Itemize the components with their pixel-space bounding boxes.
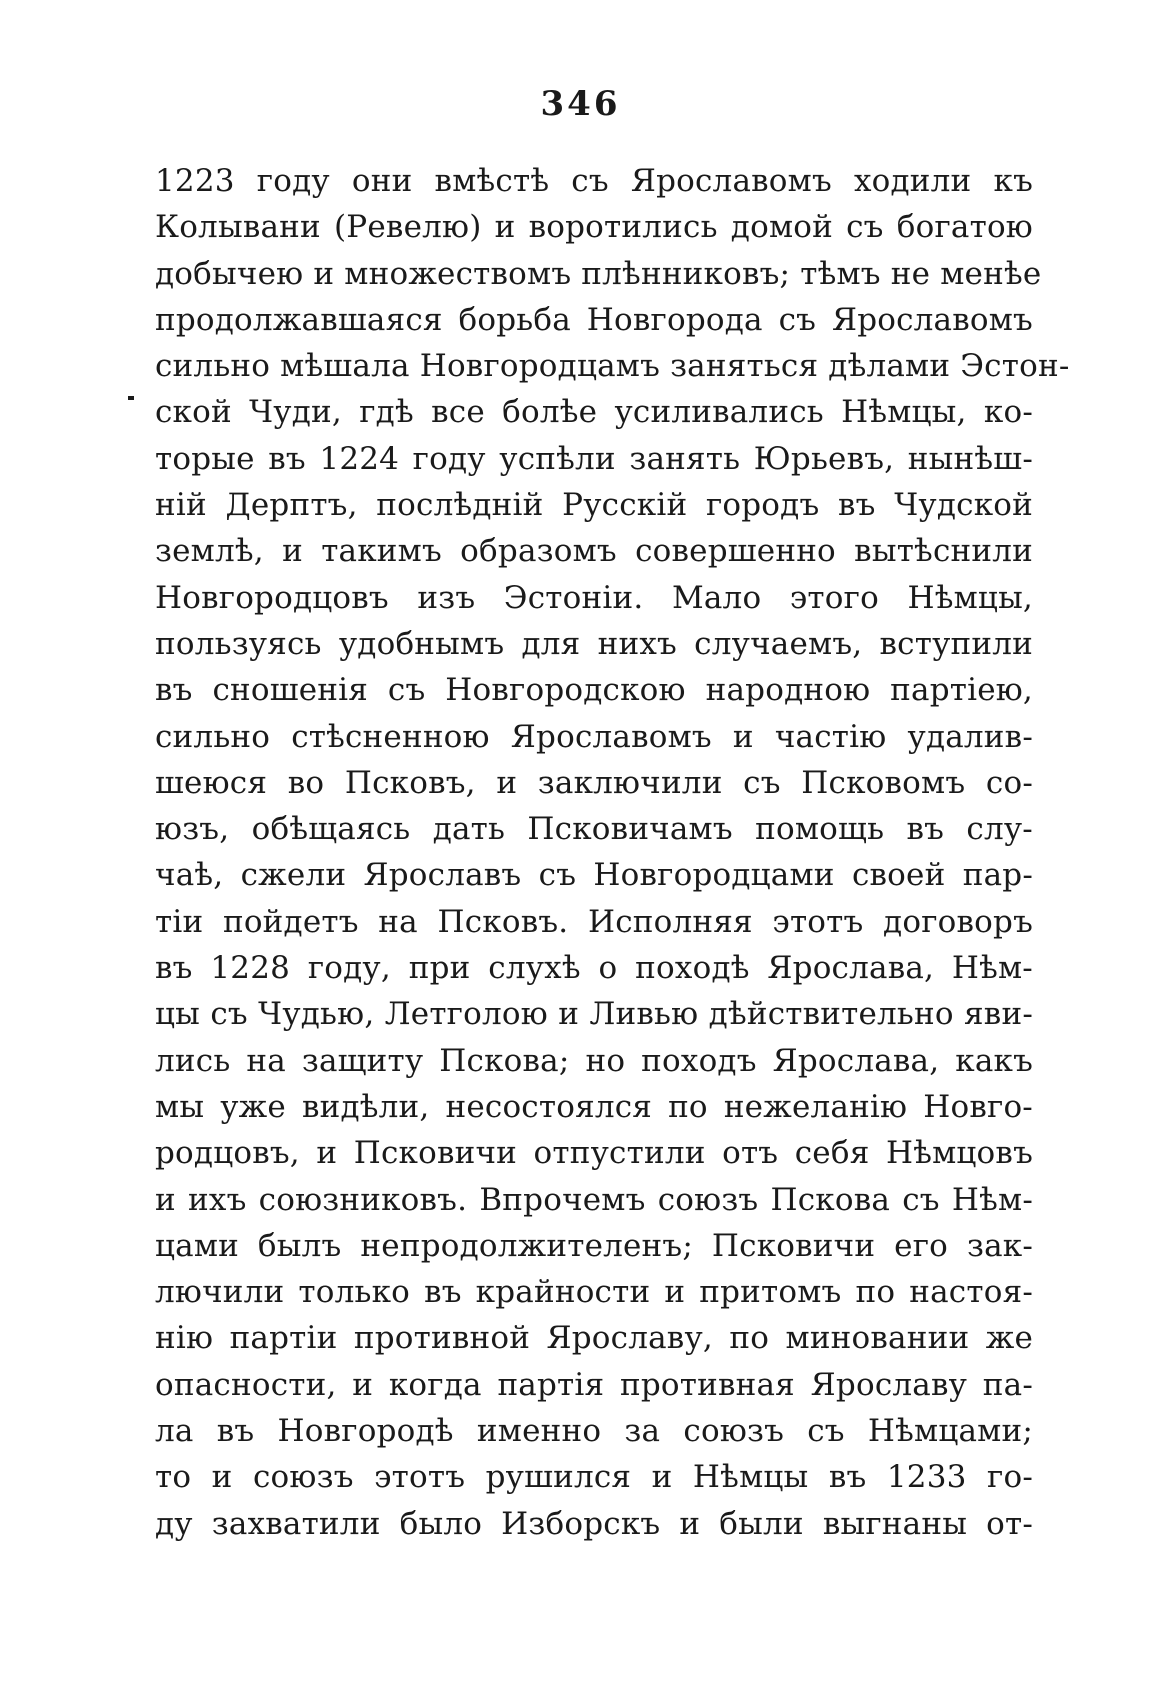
text-line: мы уже видѣли, несостоялся по нежеланію Новго- (155, 1088, 1033, 1125)
text-line: ской Чуди, гдѣ все болѣе усиливались Нѣмцы, ко- (155, 394, 1033, 431)
body-text (155, 158, 1070, 1547)
text-line: 1223 году они вмѣстѣ съ Ярославомъ ходили къ (155, 163, 1033, 199)
text-line: продолжавшаяся борьба Новгорода съ Ярославомъ (155, 301, 1033, 338)
text-line: шеюся во Псковъ, и заключили съ Псковомъ со- (155, 764, 1033, 801)
text-line: и ихъ союзниковъ. Впрочемъ союзъ Пскова съ Нѣм- (155, 1181, 1033, 1218)
text-line: лись на защиту Пскова; но походъ Ярослава, какъ (155, 1042, 1033, 1079)
text-line: добычею и множествомъ плѣнниковъ; тѣмъ не менѣе (155, 255, 1042, 292)
text-line: цы съ Чудью, Летголою и Ливью дѣйствительно яви- (155, 996, 1033, 1033)
text-line: то и союзъ этотъ рушился и Нѣмцы въ 1233 го- (155, 1459, 1033, 1496)
text-line: тіи пойдетъ на Псковъ. Исполняя этотъ договоръ (155, 903, 1033, 940)
text-line: въ 1228 году, при слухѣ о походѣ Ярослава, Нѣм- (155, 950, 1033, 987)
page-number: 346 (540, 84, 621, 124)
margin-mark (128, 396, 134, 400)
text-line: родцовъ, и Псковичи отпустили отъ себя Нѣмцовъ (155, 1135, 1033, 1172)
text-line: нію партіи противной Ярославу, по миновании же (155, 1320, 1033, 1357)
text-line: въ сношенія съ Новгородскою народною партіею, (155, 672, 1033, 709)
text-line: цами былъ непродолжителенъ; Псковичи его зак- (155, 1227, 1033, 1264)
text-line: Колывани (Ревелю) и воротились домой съ богатою (155, 209, 1033, 246)
text-line: пользуясь удобнымъ для нихъ случаемъ, вступили (155, 625, 1033, 662)
text-line: ній Дерптъ, послѣдній Русскій городъ въ Чудской (155, 487, 1033, 524)
text-line: чаѣ, сжели Ярославъ съ Новгородцами своей пар- (155, 857, 1033, 894)
text-line: сильно мѣшала Новгородцамъ заняться дѣлами Эстон- (155, 348, 1070, 385)
text-line: лючили только въ крайности и притомъ по настоя- (155, 1274, 1033, 1311)
text-line: опасности, и когда партія противная Ярославу па- (155, 1366, 1033, 1403)
text-line: юзъ, обѣщаясь дать Псковичамъ помощь въ слу- (155, 811, 1033, 848)
text-line: ду захватили было Изборскъ и были выгнаны от- (155, 1505, 1033, 1542)
text-line: землѣ, и такимъ образомъ совершенно вытѣснили (155, 533, 1033, 570)
text-line: сильно стѣсненною Ярославомъ и частію удалив- (155, 718, 1033, 755)
text-line: ла въ Новгородѣ именно за союзъ съ Нѣмцами; (155, 1413, 1033, 1450)
text-line: торые въ 1224 году успѣли занять Юрьевъ, нынѣш- (155, 440, 1033, 477)
text-line: Новгородцовъ изъ Эстоніи. Мало этого Нѣмцы, (155, 579, 1033, 616)
